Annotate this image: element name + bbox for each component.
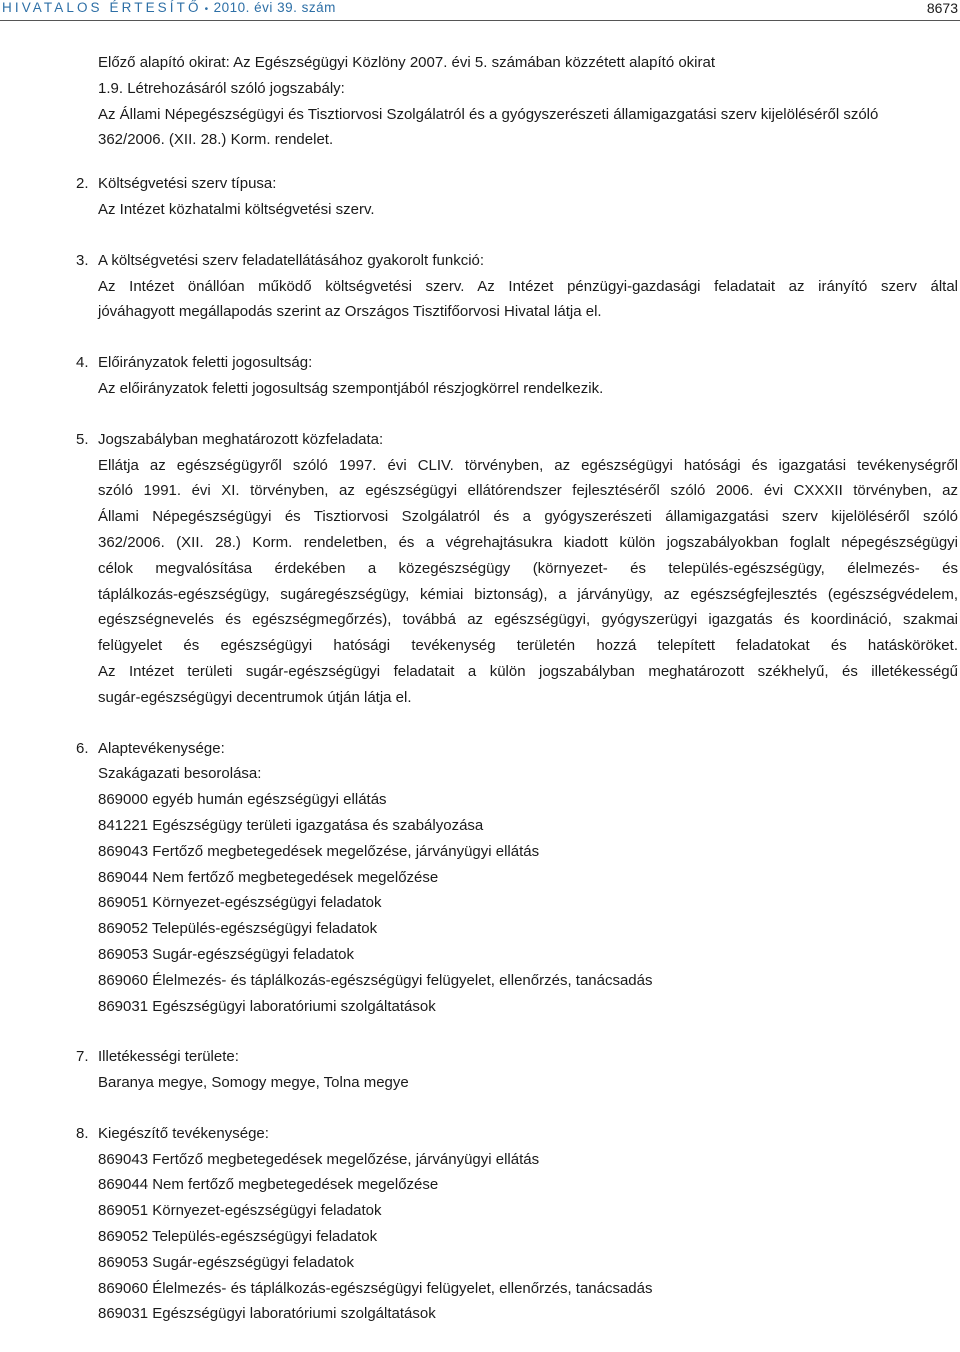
body-line: 869044 Nem fertőző megbetegedések megelőzése xyxy=(98,1176,439,1194)
subsection-number: 1.9. xyxy=(98,79,124,97)
running-header xyxy=(2,0,336,18)
body-line: 869043 Fertőző megbetegedések megelőzése, járványügyi ellátás xyxy=(98,1150,540,1168)
section-number: 2. xyxy=(76,175,89,193)
body-line: 869060 Élelmezés- és táplálkozás-egészségügyi felügyelet, ellenőrzés, tanácsadás xyxy=(98,971,653,989)
section-3 xyxy=(76,248,958,325)
body-line: 841221 Egészségügy területi igazgatása és szabályozása xyxy=(98,816,484,834)
body-line: 869053 Sugár-egészségügyi feladatok xyxy=(98,1253,355,1271)
body-line: szóló 1991. évi XI. törvényben, az egészségügyi ellátórendszer fejlesztéséről szóló 2006. évi CXXXII törvényben, az xyxy=(98,482,958,500)
body-line: 869053 Sugár-egészségügyi feladatok xyxy=(98,945,355,963)
section-4 xyxy=(76,350,958,402)
body-line: Baranya megye, Somogy megye, Tolna megye xyxy=(98,1074,409,1092)
section-title: Illetékességi területe: xyxy=(98,1048,239,1066)
section-2 xyxy=(76,171,958,223)
body-line: 869060 Élelmezés- és táplálkozás-egészségügyi felügyelet, ellenőrzés, tanácsadás xyxy=(98,1279,653,1297)
body-line: 869000 egyéb humán egészségügyi ellátás xyxy=(98,791,387,809)
body-line: egészségnevelés és egészségmegőrzés), továbbá az egészségügyi, gyógyszerügyi igazgatás és koordináció, szakmai xyxy=(98,611,958,629)
section-number: 5. xyxy=(76,430,89,448)
section-number: 7. xyxy=(76,1048,89,1066)
page-header xyxy=(0,0,960,21)
section-heading xyxy=(76,1121,958,1147)
body-line: 362/2006. (XII. 28.) Korm. rendeletben, és a végrehajtásukra kiadott külön jogszabályokban foglalt népegészségügyi xyxy=(98,533,958,551)
intro-section xyxy=(98,50,958,153)
section-heading xyxy=(76,427,958,453)
body-line: 869052 Település-egészségügyi feladatok xyxy=(98,1228,378,1246)
body-line: célok megvalósítása érdekében a közegészségügy (környezet- és település-egészségügy, élelmezés- és xyxy=(98,559,958,577)
body-line: 869031 Egészségügyi laboratóriumi szolgáltatások xyxy=(98,1305,436,1323)
body-line: táplálkozás-egészségügy, sugáregészségügy, kémiai biztonság), a járványügy, az egészségfejlesztés (egészségvédelem, xyxy=(98,585,958,603)
subsection-heading xyxy=(98,76,958,102)
section-heading xyxy=(76,171,958,197)
body-line: 869051 Környezet-egészségügyi feladatok xyxy=(98,1202,382,1220)
body-line: sugár-egészségügyi decentrumok útján látja el. xyxy=(98,688,412,706)
section-number: 3. xyxy=(76,251,89,269)
issue-label: 2010. évi 39. szám xyxy=(213,0,336,15)
header-rule xyxy=(0,20,960,21)
body-line: felügyelet és egészségügyi hatósági tevékenység területén hozzá telepített feladatokat és hatásköröket. xyxy=(98,637,958,655)
body-line: 869043 Fertőző megbetegedések megelőzése, járványügyi ellátás xyxy=(98,842,540,860)
page-number: 8673 xyxy=(926,0,958,16)
body-line: 869051 Környezet-egészségügyi feladatok xyxy=(98,894,382,912)
document-body xyxy=(76,50,958,1352)
body-line: Szakágazati besorolása: xyxy=(98,765,262,783)
section-title: A költségvetési szerv feladatellátásához gyakorolt funkció: xyxy=(98,251,485,269)
section-title: Jogszabályban meghatározott közfeladata: xyxy=(98,430,384,448)
section-number: 8. xyxy=(76,1124,89,1142)
body-line: Az Intézet önállóan működő költségvetési szerv. Az Intézet pénzügyi-gazdasági feladatait az irányító szerv által xyxy=(98,277,958,295)
section-heading xyxy=(76,736,958,762)
section-number: 4. xyxy=(76,354,89,372)
body-line: Az Állami Népegészségügyi és Tisztiorvosi Szolgálatról és a gyógyszerészeti államigazgatási szerv kijelöléséről szóló xyxy=(98,105,879,123)
section-7 xyxy=(76,1044,958,1096)
section-title: Költségvetési szerv típusa: xyxy=(98,175,277,193)
body-line: 362/2006. (XII. 28.) Korm. rendelet. xyxy=(98,131,334,149)
section-title: Előirányzatok feletti jogosultság: xyxy=(98,354,313,372)
section-heading xyxy=(76,350,958,376)
section-8 xyxy=(76,1121,958,1327)
body-line: Az előirányzatok feletti jogosultság szempontjából részjogkörrel rendelkezik. xyxy=(98,379,604,397)
body-line: Ellátja az egészségügyről szóló 1997. évi CLIV. törvényben, az egészségügyi hatósági és igazgatási tevékenységről xyxy=(98,456,958,474)
subsection-title: Létrehozásáról szóló jogszabály: xyxy=(127,79,345,97)
body-line: jóváhagyott megállapodás szerint az Országos Tisztifőorvosi Hivatal látja el. xyxy=(98,303,602,321)
section-title: Alaptevékenysége: xyxy=(98,739,225,757)
section-title: Kiegészítő tevékenysége: xyxy=(98,1124,269,1142)
previous-charter-line: Előző alapító okirat: Az Egészségügyi Közlöny 2007. évi 5. számában közzétett alapító okirat xyxy=(98,54,716,71)
body-line: Állami Népegészségügyi és Tisztiorvosi Szolgálatról és a gyógyszerészeti államigazgatási szerv kijelöléséről szóló xyxy=(98,508,958,526)
body-line: Az Intézet területi sugár-egészségügyi feladatait a külön jogszabályban meghatározott székhelyű, és illetékességű xyxy=(98,662,958,680)
section-6 xyxy=(76,736,958,1020)
section-heading xyxy=(76,1044,958,1070)
header-separator: • xyxy=(204,4,209,15)
section-5 xyxy=(76,427,958,711)
body-line: 869031 Egészségügyi laboratóriumi szolgáltatások xyxy=(98,997,436,1015)
section-number: 6. xyxy=(76,739,89,757)
journal-title: HIVATALOS ÉRTESÍTŐ xyxy=(2,0,202,15)
body-line: 869044 Nem fertőző megbetegedések megelőzése xyxy=(98,868,439,886)
body-line: Az Intézet közhatalmi költségvetési szerv. xyxy=(98,200,375,218)
section-heading xyxy=(76,248,958,274)
body-line: 869052 Település-egészségügyi feladatok xyxy=(98,920,378,938)
